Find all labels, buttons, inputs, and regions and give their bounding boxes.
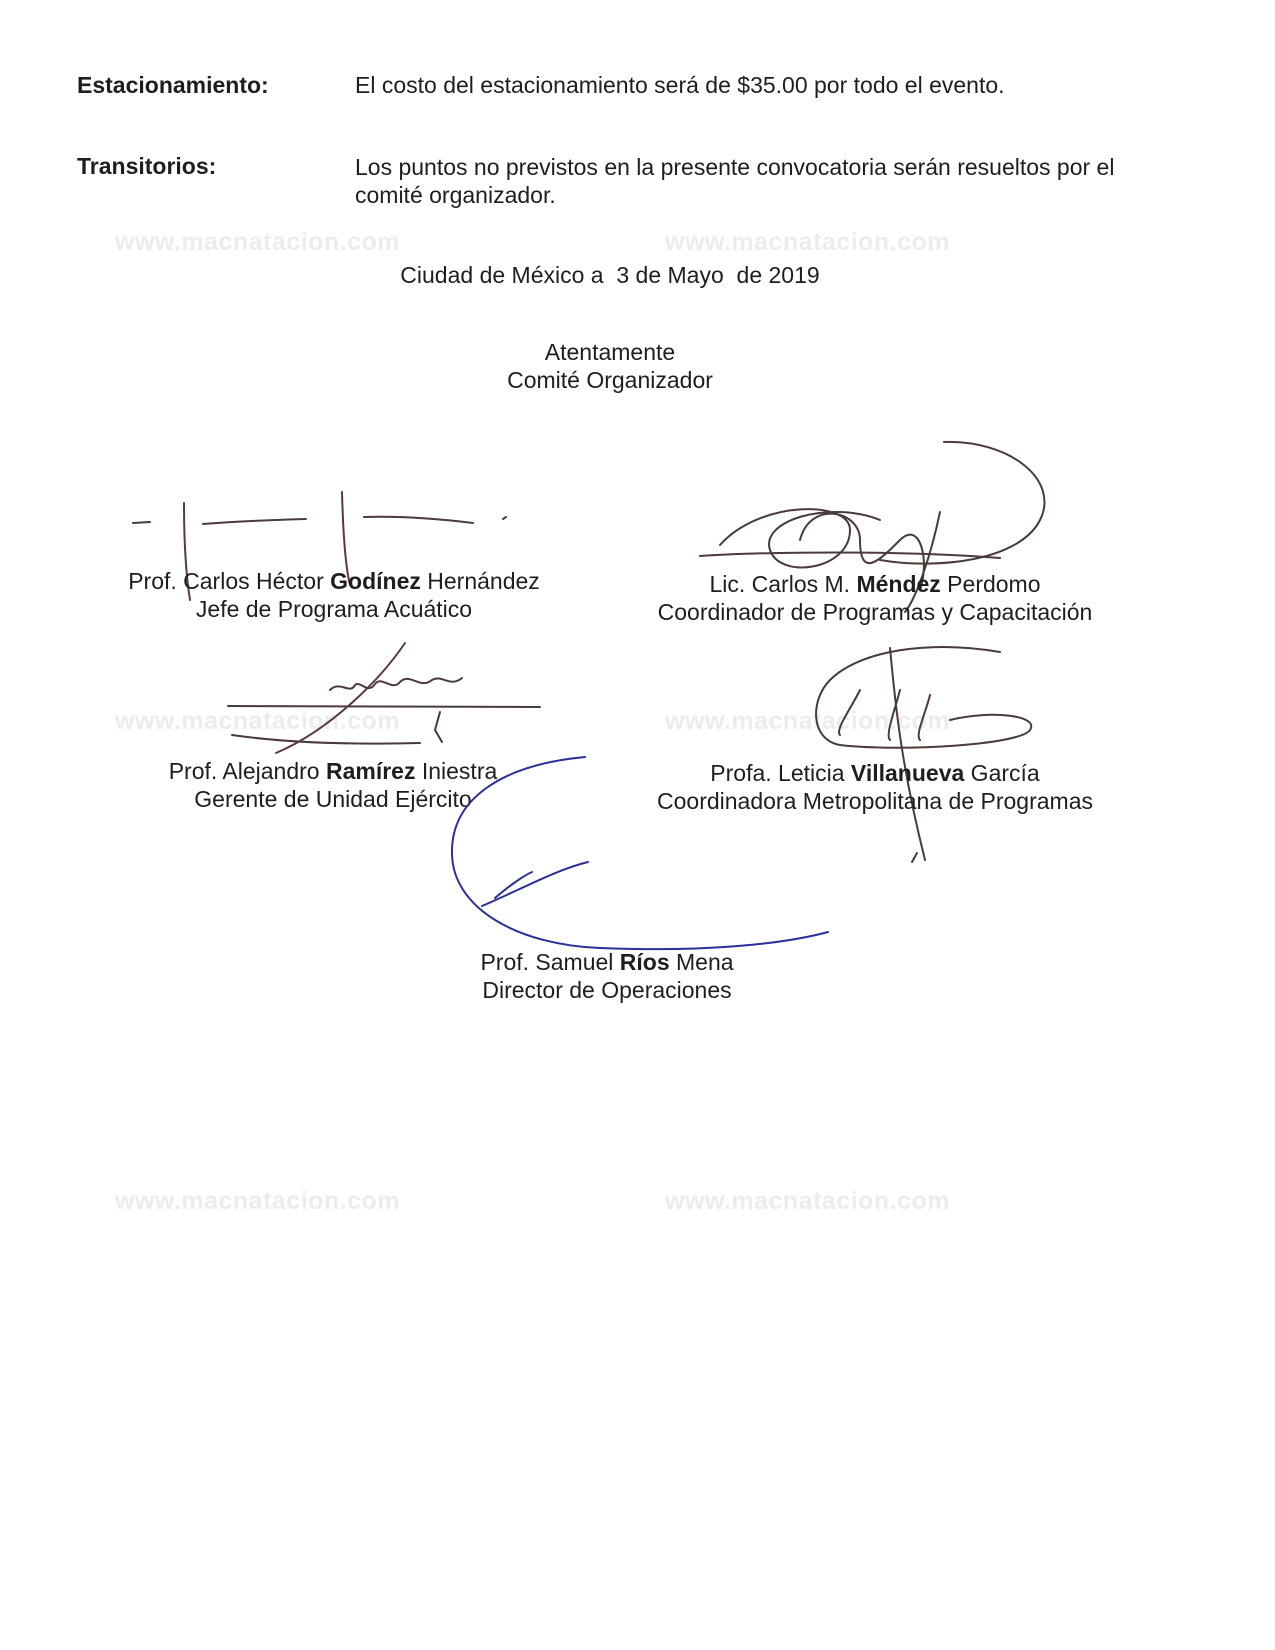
section-label-parking: Estacionamiento:	[77, 72, 269, 98]
name-last: Hernández	[420, 568, 540, 594]
name-surname: Ramírez	[325, 758, 416, 784]
name-first: Prof. Alejandro	[168, 758, 326, 784]
signatory-role: Gerente de Unidad Ejército	[194, 786, 472, 812]
signatory-role: Coordinadora Metropolitana de Programas	[657, 788, 1093, 814]
name-surname: Godínez	[330, 568, 421, 594]
watermark: www.macnatacion.com	[665, 707, 951, 735]
name-surname: Ríos	[619, 949, 670, 975]
watermark: www.macnatacion.com	[115, 228, 401, 256]
section-text-transitory: Los puntos no previstos en la presente convocatoria serán resueltos por el comité organizador.	[355, 154, 1115, 208]
name-first: Prof. Samuel	[480, 949, 620, 975]
signatory-role: Jefe de Programa Acuático	[195, 596, 473, 622]
watermark: www.macnatacion.com	[665, 228, 951, 256]
name-last: Perdomo	[940, 571, 1041, 597]
watermark: www.macnatacion.com	[115, 707, 401, 735]
name-surname: Méndez	[856, 571, 941, 597]
signatory-name	[357, 948, 857, 977]
name-last: Iniestra	[415, 758, 498, 784]
watermark: www.macnatacion.com	[115, 1187, 401, 1215]
section-text-parking: El costo del estacionamiento será de $35.00 por todo el evento.	[355, 72, 1005, 98]
closing-committee: Comité Organizador	[507, 367, 713, 393]
watermark: www.macnatacion.com	[665, 1187, 951, 1215]
closing-salutation: Atentamente	[544, 339, 676, 365]
name-first: Lic. Carlos M.	[709, 571, 857, 597]
signatory-role: Coordinador de Programas y Capacitación	[657, 599, 1093, 625]
name-last: García	[964, 760, 1040, 786]
name-first: Prof. Carlos Héctor	[128, 568, 331, 594]
name-first: Profa. Leticia	[710, 760, 851, 786]
place-date: Ciudad de México a 3 de Mayo de 2019	[400, 262, 820, 288]
section-label-transitory: Transitorios:	[77, 153, 217, 179]
name-surname: Villanueva	[850, 760, 965, 786]
signatory-role: Director de Operaciones	[482, 977, 732, 1003]
name-last: Mena	[669, 949, 734, 975]
